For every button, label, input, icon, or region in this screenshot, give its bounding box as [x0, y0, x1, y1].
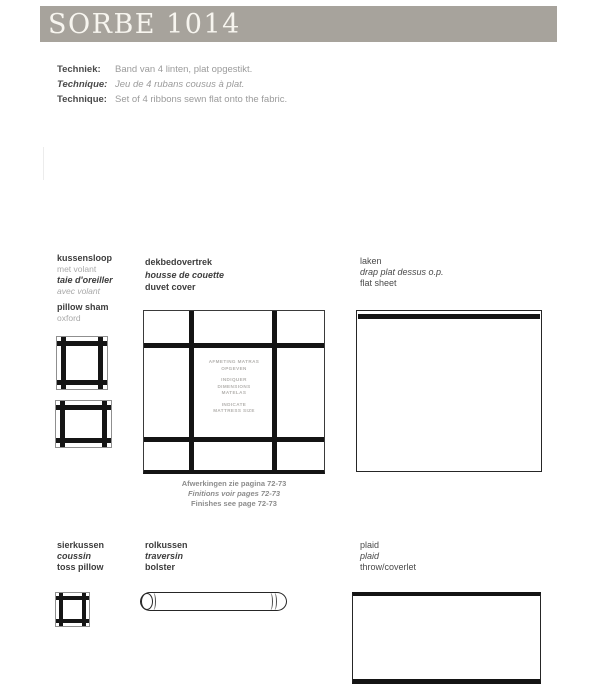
toss-label-en: toss pillow — [57, 562, 104, 572]
technique-row-en — [57, 92, 287, 107]
pillowcase-label-en: pillow sham — [57, 302, 109, 312]
sheet-label-en: flat sheet — [360, 278, 397, 288]
pillowcase-sub-fr: avec volant — [57, 286, 100, 296]
toss-pillow-labels — [57, 540, 104, 573]
ribbon-band-right — [98, 337, 103, 389]
note-line: INDIQUER — [221, 377, 247, 382]
bolster-label-en: bolster — [145, 562, 176, 572]
bolster-diagram — [140, 592, 287, 611]
bolster-label-nl: rolkussen — [145, 540, 188, 550]
throw-label-nl: plaid — [360, 540, 380, 550]
note-line: INDICATE — [221, 401, 247, 407]
bolster-seam-arc — [151, 593, 156, 610]
pillowcase-label-fr: taie d'oreiller — [57, 275, 113, 285]
technique-row-fr — [57, 77, 287, 92]
ribbon-band-left — [61, 337, 66, 389]
throw-coverlet-diagram — [352, 592, 541, 684]
page-title: SORBE 1014 — [48, 9, 241, 40]
toss-pillow-diagram — [55, 592, 90, 627]
pillowcase-label-nl: kussensloop — [57, 253, 113, 263]
duvet-cover-diagram — [143, 310, 325, 474]
scan-artifact-line — [43, 147, 44, 180]
sheet-label-fr: drap plat dessus o.p. — [360, 267, 444, 277]
header-bar — [40, 6, 557, 42]
note-line: AFMETING MATRAS — [208, 359, 260, 364]
ribbon-band-right — [82, 593, 86, 626]
bolster-label-fr: traversin — [145, 551, 184, 561]
toss-label-nl: sierkussen — [57, 540, 105, 550]
technique-value-en: Set of 4 ribbons sewn flat onto the fabric. — [115, 94, 288, 105]
ribbon-band-left — [59, 593, 63, 626]
throw-label-en: throw/coverlet — [360, 562, 417, 572]
technique-label-fr: Technique: — [57, 79, 108, 90]
ribbon-band-horizontal-2 — [144, 437, 324, 442]
throw-label-fr: plaid — [360, 551, 380, 561]
finishes-footnote — [143, 479, 325, 509]
ribbon-band-top — [358, 314, 540, 319]
pillowcase-labels — [57, 253, 113, 324]
note-line: MATTRESS SIZE — [213, 408, 255, 413]
ribbon-band-left — [60, 401, 65, 447]
technique-value-nl: Band van 4 linten, plat opgestikt. — [115, 64, 253, 75]
sheet-label-nl: laken — [360, 256, 382, 266]
ribbon-band-horizontal-1 — [144, 343, 324, 348]
duvet-label-nl: dekbedovertrek — [145, 257, 213, 267]
ribbon-band-right — [102, 401, 107, 447]
footnote-fr: Finitions voir pages 72-73 — [187, 489, 281, 498]
flat-sheet-diagram — [356, 310, 542, 472]
note-line: OPGEVEN — [221, 365, 247, 371]
toss-label-fr: coussin — [57, 551, 92, 561]
throw-labels — [360, 540, 416, 573]
duvet-label-en: duvet cover — [145, 282, 196, 292]
pillowcase-sub-en: oxford — [57, 313, 81, 323]
technique-block — [57, 62, 287, 107]
duvet-label-fr: housse de couette — [145, 269, 225, 280]
note-line: MATELAS — [221, 390, 247, 395]
oxford-pillowcase-diagram — [55, 400, 112, 448]
technique-value-fr: Jeu de 4 rubans cousus à plat. — [115, 79, 245, 90]
mattress-size-note — [144, 359, 324, 415]
sheet-labels — [360, 256, 444, 289]
footnote-en: Finishes see page 72-73 — [191, 499, 277, 508]
duvet-labels — [145, 256, 224, 294]
pillow-sham-diagram — [56, 336, 108, 390]
technique-label-nl: Techniek: — [57, 64, 101, 75]
bolster-seam-arc — [272, 593, 277, 610]
note-line: DIMENSIONS — [217, 383, 251, 389]
bolster-labels — [145, 540, 188, 573]
technique-row-nl — [57, 62, 287, 77]
footnote-nl: Afwerkingen zie pagina 72-73 — [181, 479, 287, 488]
pillowcase-sub-nl: met volant — [57, 264, 97, 274]
technique-label-en: Technique: — [57, 94, 107, 105]
